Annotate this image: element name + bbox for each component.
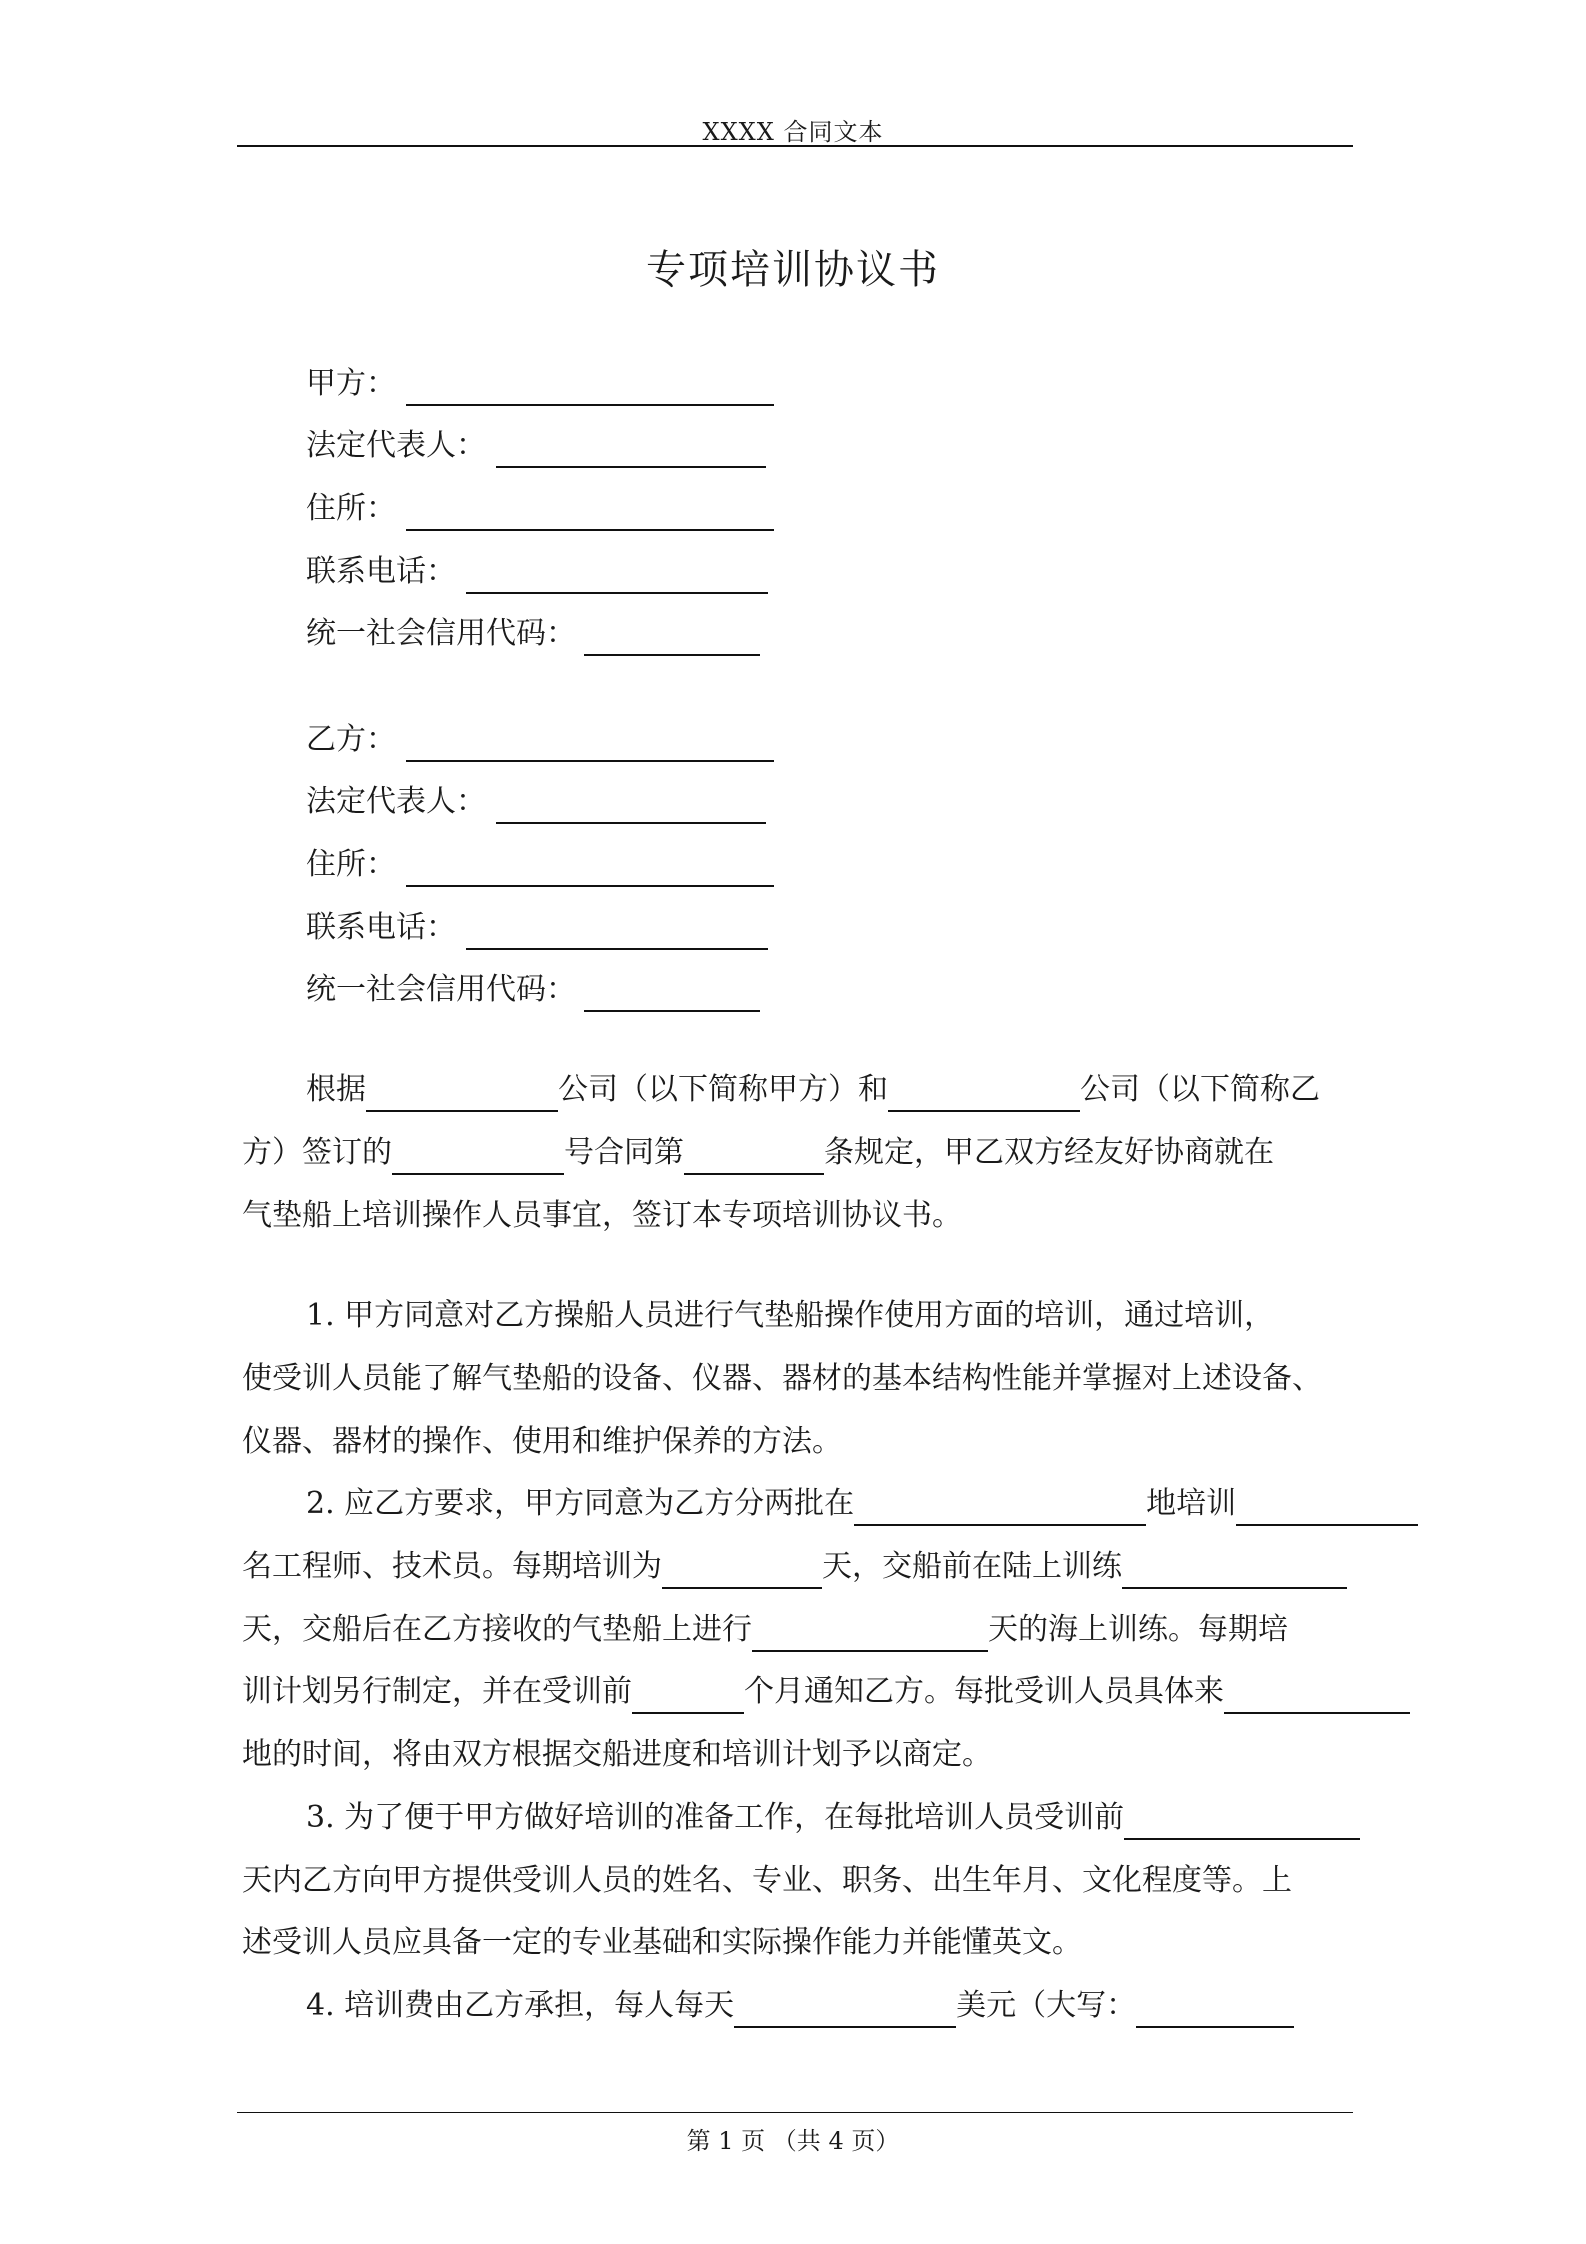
- intro-company-a-blank[interactable]: [366, 1076, 558, 1112]
- party-b-phone-label: 联系电话：: [306, 910, 456, 945]
- party-b-rep-blank[interactable]: [496, 788, 766, 824]
- party-b-name-label: 乙方：: [306, 722, 396, 757]
- party-a-address-field: [306, 487, 774, 531]
- party-b-phone-field: [306, 906, 768, 950]
- clause-2-arrival-place-blank[interactable]: [1224, 1678, 1410, 1714]
- intro-company-b-blank[interactable]: [888, 1076, 1080, 1112]
- clause-2-trainee-count-blank[interactable]: [1236, 1490, 1418, 1526]
- party-a-rep-label: 法定代表人：: [306, 428, 486, 463]
- party-a-phone-label: 联系电话：: [306, 554, 456, 589]
- intro-text: 公司（以下简称乙: [1080, 1072, 1320, 1107]
- party-a-address-label: 住所：: [306, 491, 396, 526]
- intro-article-no-blank[interactable]: [684, 1139, 824, 1175]
- clause-3-line-1: [306, 1796, 1360, 1840]
- running-header: XXXX 合同文本: [702, 118, 884, 146]
- intro-line-3: 气垫船上培训操作人员事宜，签订本专项培训协议书。: [242, 1198, 962, 1233]
- clause-2-text: 地培训: [1146, 1486, 1237, 1521]
- clause-2-line-2: [242, 1545, 1347, 1589]
- clause-2-line-5: 地的时间，将由双方根据交船进度和培训计划予以商定。: [242, 1737, 992, 1772]
- clause-4-fee-blank[interactable]: [734, 1992, 956, 2028]
- party-b-name-blank[interactable]: [406, 726, 774, 762]
- document-title: 专项培训协议书: [646, 247, 940, 293]
- intro-text: 根据: [306, 1072, 366, 1107]
- party-b-credit-code-blank[interactable]: [584, 976, 760, 1012]
- party-a-phone-field: [306, 550, 768, 594]
- clause-2-text: 训计划另行制定，并在受训前: [242, 1674, 632, 1709]
- party-a-name-field: [306, 362, 774, 406]
- party-b-rep-field: [306, 780, 766, 824]
- clause-2-line-4: [242, 1670, 1410, 1714]
- clause-4-fee-words-blank[interactable]: [1136, 1992, 1294, 2028]
- party-a-rep-field: [306, 424, 766, 468]
- clause-4-text: 4. 培训费由乙方承担，每人每天: [306, 1988, 735, 2023]
- clause-2-location-blank[interactable]: [854, 1490, 1146, 1526]
- clause-2-line-3: [242, 1608, 1288, 1652]
- intro-contract-no-blank[interactable]: [392, 1139, 564, 1175]
- party-a-name-blank[interactable]: [406, 370, 774, 406]
- intro-text: 方）签订的: [242, 1135, 392, 1170]
- party-a-phone-blank[interactable]: [466, 558, 768, 594]
- clause-2-text: 名工程师、技术员。每期培训为: [242, 1549, 662, 1584]
- clause-2-line-1: [306, 1482, 1418, 1526]
- clause-3-line-2: 天内乙方向甲方提供受训人员的姓名、专业、职务、出生年月、文化程度等。上: [242, 1863, 1292, 1898]
- party-b-credit-code-label: 统一社会信用代码：: [306, 972, 576, 1007]
- party-b-phone-blank[interactable]: [466, 914, 768, 950]
- footer-divider: [237, 2112, 1353, 2113]
- intro-text: 条规定，甲乙双方经友好协商就在: [824, 1135, 1274, 1170]
- party-a-address-blank[interactable]: [406, 495, 774, 531]
- clause-3-days-blank[interactable]: [1124, 1804, 1360, 1840]
- intro-line-2: [242, 1131, 1274, 1175]
- clause-2-text: 天的海上训练。每期培: [988, 1612, 1288, 1647]
- clause-2-land-training-blank[interactable]: [1122, 1553, 1347, 1589]
- intro-line-1: [306, 1068, 1320, 1112]
- clause-3-text: 3. 为了便于甲方做好培训的准备工作，在每批培训人员受训前: [306, 1800, 1125, 1835]
- clause-2-period-days-blank[interactable]: [662, 1553, 822, 1589]
- party-b-address-field: [306, 843, 774, 887]
- party-a-credit-code-blank[interactable]: [584, 620, 760, 656]
- party-a-rep-blank[interactable]: [496, 432, 766, 468]
- party-b-address-label: 住所：: [306, 847, 396, 882]
- clause-2-text: 2. 应乙方要求，甲方同意为乙方分两批在: [306, 1486, 855, 1521]
- party-b-name-field: [306, 718, 774, 762]
- clause-2-notice-months-blank[interactable]: [632, 1678, 744, 1714]
- header-divider: [237, 145, 1353, 147]
- intro-text: 公司（以下简称甲方）和: [558, 1072, 888, 1107]
- clause-1-line-3: 仪器、器材的操作、使用和维护保养的方法。: [242, 1424, 842, 1459]
- party-b-address-blank[interactable]: [406, 851, 774, 887]
- clause-1-line-2: 使受训人员能了解气垫船的设备、仪器、器材的基本结构性能并掌握对上述设备、: [242, 1361, 1322, 1396]
- party-b-rep-label: 法定代表人：: [306, 784, 486, 819]
- intro-text: 号合同第: [564, 1135, 684, 1170]
- clause-4-line-1: [306, 1984, 1294, 2028]
- clause-2-text: 天，交船后在乙方接收的气垫船上进行: [242, 1612, 752, 1647]
- party-a-credit-code-label: 统一社会信用代码：: [306, 616, 576, 651]
- page-number: 第 1 页 （共 4 页）: [686, 2127, 900, 2155]
- clause-2-text: 天，交船前在陆上训练: [822, 1549, 1122, 1584]
- clause-2-text: 个月通知乙方。每批受训人员具体来: [744, 1674, 1224, 1709]
- party-b-credit-code-field: [306, 968, 760, 1012]
- clause-1-line-1: 1. 甲方同意对乙方操船人员进行气垫船操作使用方面的培训，通过培训，: [306, 1298, 1275, 1333]
- clause-3-line-3: 述受训人员应具备一定的专业基础和实际操作能力并能懂英文。: [242, 1925, 1082, 1960]
- party-a-credit-code-field: [306, 612, 760, 656]
- clause-4-text: 美元（大写：: [956, 1988, 1137, 2023]
- clause-2-sea-training-blank[interactable]: [752, 1616, 988, 1652]
- party-a-name-label: 甲方：: [306, 366, 396, 401]
